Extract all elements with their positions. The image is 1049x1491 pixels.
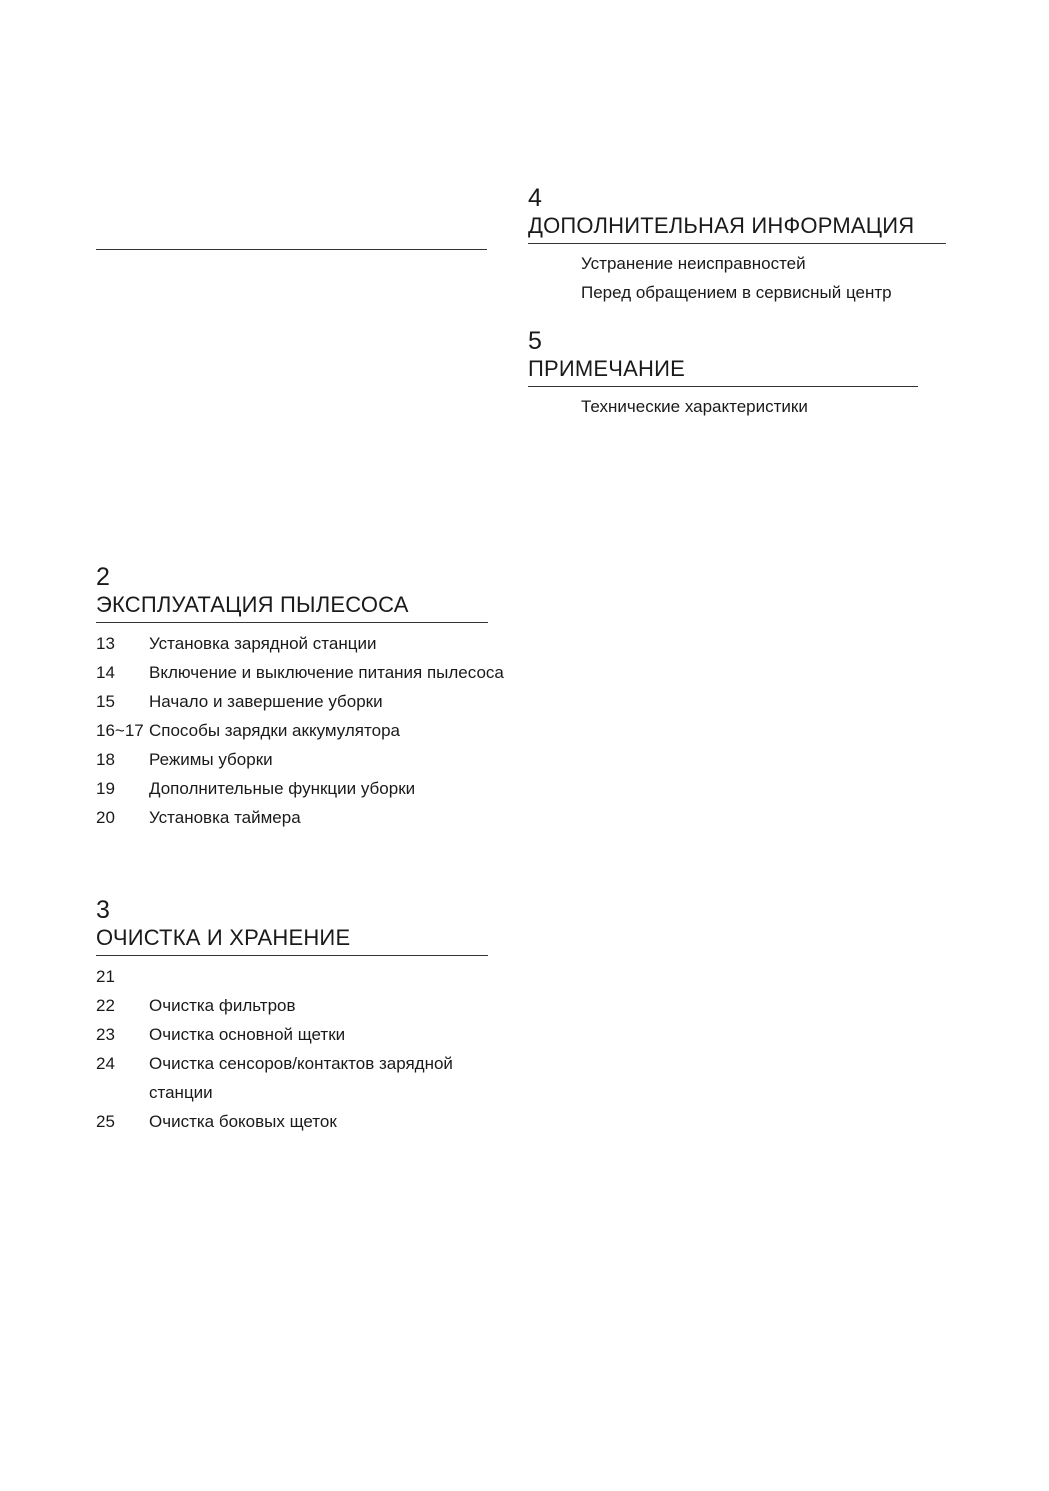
toc-entry-label: Устранение неисправностей [581,254,806,273]
toc-page-number: 19 [96,779,115,798]
toc-entry-label: Очистка сенсоров/контактов зарядной станции [149,1054,453,1102]
section-entries [528,249,946,307]
toc-page-number: 15 [96,692,115,711]
toc-entry-label: Способы зарядки аккумулятора [149,721,400,740]
section-3 [96,896,488,1136]
toc-entry[interactable] [528,392,918,421]
toc-page-number: 24 [96,1054,115,1073]
toc-entry[interactable] [96,1049,488,1107]
section-title: ЭКСПЛУАТАЦИЯ ПЫЛЕСОСА [96,591,488,623]
toc-entry[interactable] [96,745,488,774]
section-title: ОЧИСТКА И ХРАНЕНИЕ [96,924,488,956]
section-number: 3 [96,896,110,924]
section-entries [96,629,504,832]
top-left-divider [96,249,487,250]
section-title: ПРИМЕЧАНИЕ [528,355,918,387]
toc-entry-label: Очистка фильтров [149,996,296,1015]
toc-page-number: 21 [96,967,115,986]
section-number: 4 [528,184,542,212]
section-number: 5 [528,327,542,355]
toc-page-number: 23 [96,1025,115,1044]
toc-entry-label: Включение и выключение питания пылесоса [149,663,504,682]
toc-entry-label: Очистка основной щетки [149,1025,346,1044]
section-entries [528,392,918,421]
toc-entry-label: Технические характеристики [581,397,808,416]
toc-entry[interactable] [96,1020,488,1049]
toc-entry-label: Режимы уборки [149,750,273,769]
toc-entry-label: Установка зарядной станции [149,634,377,653]
section-entries [96,962,488,1136]
section-number: 2 [96,563,110,591]
toc-entry[interactable] [96,962,488,991]
toc-entry-label: Начало и завершение уборки [149,692,383,711]
toc-entry[interactable] [528,249,946,278]
toc-page-number: 18 [96,750,115,769]
toc-page-number: 16~17 [96,721,144,740]
section-2 [96,563,504,832]
toc-entry-label: Дополнительные функции уборки [149,779,416,798]
toc-page-number: 25 [96,1112,115,1131]
toc-entry[interactable] [96,1107,488,1136]
section-5 [528,327,918,421]
toc-entry-label: Установка таймера [149,808,301,827]
toc-entry[interactable] [96,687,488,716]
toc-entry-label: Перед обращением в сервисный центр [581,283,892,302]
toc-page-number: 20 [96,808,115,827]
section-4 [528,184,946,307]
toc-entry[interactable] [96,991,488,1020]
toc-entry[interactable] [96,716,488,745]
toc-entry[interactable] [96,774,488,803]
toc-entry[interactable] [96,658,504,687]
section-title: ДОПОЛНИТЕЛЬНАЯ ИНФОРМАЦИЯ [528,212,946,244]
toc-page-number: 22 [96,996,115,1015]
toc-page-number: 13 [96,634,115,653]
toc-entry[interactable] [96,803,488,832]
toc-page-number: 14 [96,663,115,682]
toc-entry[interactable] [96,629,488,658]
toc-entry-label: Очистка боковых щеток [149,1112,337,1131]
toc-entry[interactable] [528,278,946,307]
